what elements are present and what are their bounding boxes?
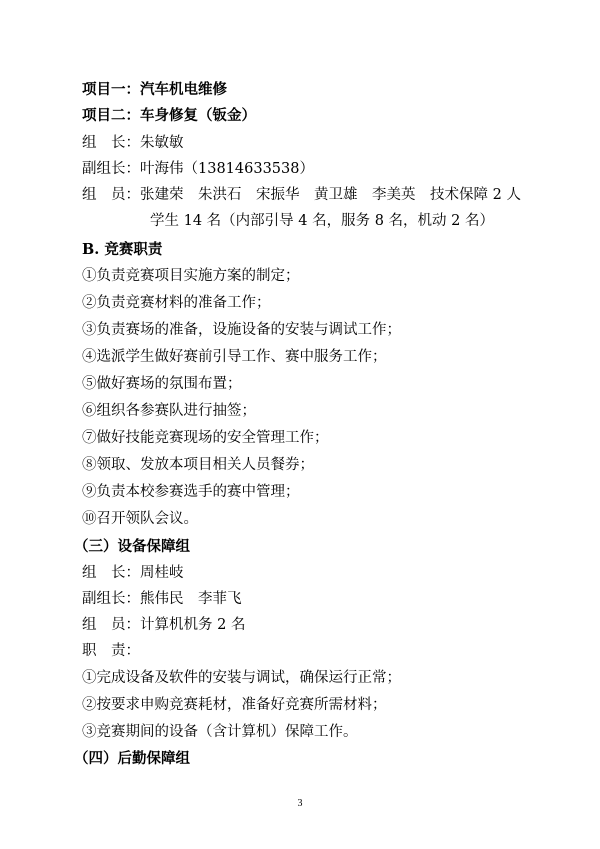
duty-item: ⑤做好赛场的氛围布置； [82,376,242,392]
group-members-row [82,185,521,205]
equip-members-row [82,615,245,635]
group-members-label: 组 员： [82,187,140,203]
duty-item: ①负责竞赛项目实施方案的制定； [82,268,300,284]
duty-item: ⑧领取、发放本项目相关人员餐券； [82,457,314,473]
equip-duty-item: ②按要求申购竞赛耗材，准备好竞赛所需材料； [82,697,387,713]
duty-item: ⑥组织各参赛队进行抽签； [82,403,256,419]
equip-duty-item: ③竞赛期间的设备（含计算机）保障工作。 [82,724,358,740]
equip-leader-row [82,563,184,583]
equip-duty-label: 职 责： [82,643,140,659]
group-leader-row [82,133,184,153]
equip-members-label: 组 员： [82,617,140,633]
equip-members-value: 计算机机务 2 名 [140,617,246,633]
group-deputy-value: 叶海伟（13814633538） [140,161,314,177]
duty-item: ⑦做好技能竞赛现场的安全管理工作； [82,430,329,446]
equip-deputy-value: 熊伟民 李菲飞 [140,591,242,607]
group-deputy-row [82,159,314,179]
section-3-title: （三）设备保障组 [74,538,190,555]
duty-item: ④选派学生做好赛前引导工作、赛中服务工作； [82,349,387,365]
item-2-heading: 项目二：车身修复（钣金） [82,107,256,124]
item-1-heading: 项目一：汽车机电维修 [82,81,227,98]
group-deputy-label: 副组长： [82,161,140,177]
group-members-value: 张建荣 朱洪石 宋振华 黄卫雄 李美英 技术保障 2 人 [140,187,521,203]
equip-leader-value: 周桂岐 [140,565,184,581]
page-number: 3 [297,798,303,809]
equip-leader-label: 组 长： [82,565,140,581]
equip-deputy-label: 副组长： [82,591,140,607]
duty-item: ②负责竞赛材料的准备工作； [82,295,271,311]
group-members-line2: 学生 14 名（内部引导 4 名，服务 8 名，机动 2 名） [150,213,494,229]
section-4-title: （四）后勤保障组 [74,750,190,767]
group-leader-value: 朱敏敏 [140,135,184,151]
duty-item: ⑨负责本校参赛选手的赛中管理； [82,484,300,500]
duty-item: ⑩召开领队会议。 [82,511,198,527]
duty-item: ③负责赛场的准备，设施设备的安装与调试工作； [82,322,401,338]
section-b-title: B. 竞赛职责 [82,241,163,258]
equip-deputy-row [82,589,242,609]
equip-duty-item: ①完成设备及软件的安装与调试，确保运行正常； [82,670,401,686]
group-leader-label: 组 长： [82,135,140,151]
